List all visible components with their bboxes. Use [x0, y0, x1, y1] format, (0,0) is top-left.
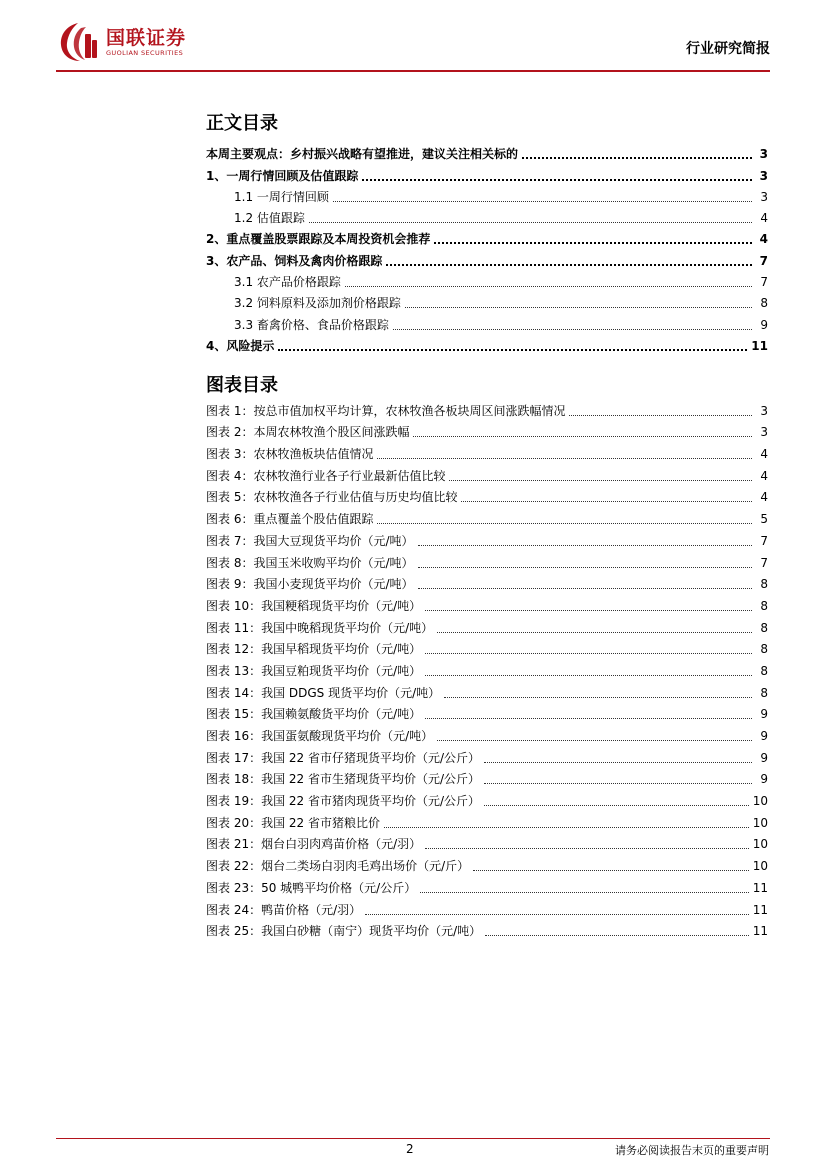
- dot-leader: [434, 241, 752, 244]
- figure-entry-text: 图表 15：我国赖氨酸货平均价（元/吨）: [206, 707, 422, 722]
- toc-entry[interactable]: [206, 205, 768, 226]
- figure-entry[interactable]: [206, 809, 768, 831]
- dot-leader: [309, 221, 752, 223]
- figure-entry-text: 图表 13：我国豆粕现货平均价（元/吨）: [206, 663, 422, 678]
- figure-entry[interactable]: [206, 505, 768, 527]
- figure-entry-page: 7: [760, 555, 768, 570]
- dot-leader: [420, 891, 749, 893]
- dot-leader: [444, 696, 752, 698]
- figure-entry[interactable]: [206, 744, 768, 766]
- toc-entry-text: 3.1 农产品价格跟踪: [234, 275, 341, 290]
- figure-entry[interactable]: [206, 592, 768, 614]
- figure-entry[interactable]: [206, 484, 768, 506]
- dot-leader: [278, 348, 747, 351]
- toc-entry-text: 3、农产品、饲料及禽肉价格跟踪: [206, 253, 383, 268]
- figure-entry[interactable]: [206, 397, 768, 419]
- figure-entry-text: 图表 8：我国玉米收购平均价（元/吨）: [206, 555, 414, 570]
- dot-leader: [333, 200, 752, 202]
- dot-leader: [569, 414, 752, 416]
- dot-leader: [418, 566, 753, 568]
- figure-entry-text: 图表 19：我国 22 省市猪肉现货平均价（元/公斤）: [206, 794, 481, 809]
- figure-entry[interactable]: [206, 440, 768, 462]
- toc-entry[interactable]: [206, 311, 768, 332]
- table-of-contents: [206, 141, 768, 354]
- figure-entry-page: 10: [752, 837, 768, 852]
- figure-entry-text: 图表 23：50 城鸭平均价格（元/公斤）: [206, 880, 417, 895]
- page-number: 2: [406, 1142, 414, 1156]
- dot-leader: [418, 544, 753, 546]
- figure-entry-page: 9: [760, 772, 768, 787]
- toc-entry-text: 2、重点覆盖股票跟踪及本周投资机会推荐: [206, 232, 431, 247]
- figure-entry[interactable]: [206, 722, 768, 744]
- figure-entry-text: 图表 2：本周农林牧渔个股区间涨跌幅: [206, 425, 410, 440]
- dot-leader: [386, 263, 752, 266]
- figure-entry-text: 图表 24：鸭苗价格（元/羽）: [206, 902, 362, 917]
- figure-entry-page: 3: [760, 403, 768, 418]
- figures-title: 图表目录: [206, 375, 278, 396]
- toc-entry-text: 本周主要观点：乡村振兴战略有望推进，建议关注相关标的: [206, 147, 519, 162]
- toc-entry-page: 3: [759, 168, 768, 183]
- figure-entry-page: 8: [760, 598, 768, 613]
- figure-entry-text: 图表 4：农林牧渔行业各子行业最新估值比较: [206, 468, 446, 483]
- figure-entry-text: 图表 6：重点覆盖个股估值跟踪: [206, 512, 374, 527]
- toc-entry[interactable]: [206, 162, 768, 183]
- figure-entry-text: 图表 21：烟台白羽肉鸡苗价格（元/羽）: [206, 837, 422, 852]
- figure-entry-text: 图表 20：我国 22 省市猪粮比价: [206, 815, 380, 830]
- figure-entry-page: 10: [752, 859, 768, 874]
- toc-entry[interactable]: [206, 184, 768, 205]
- dot-leader: [418, 587, 753, 589]
- figure-entry-text: 图表 18：我国 22 省市生猪现货平均价（元/公斤）: [206, 772, 481, 787]
- toc-entry-text: 1、一周行情回顾及估值跟踪: [206, 168, 359, 183]
- dot-leader: [425, 674, 752, 676]
- figure-entry-page: 11: [752, 880, 768, 895]
- toc-entry-page: 7: [760, 275, 768, 290]
- figure-entry[interactable]: [206, 527, 768, 549]
- figure-entry-text: 图表 3：农林牧渔板块估值情况: [206, 447, 374, 462]
- figure-entry-page: 10: [752, 794, 768, 809]
- figure-entry-page: 8: [760, 642, 768, 657]
- figure-entry[interactable]: [206, 766, 768, 788]
- guolian-logo-icon: [56, 20, 100, 64]
- figure-entry[interactable]: [206, 896, 768, 918]
- figure-entry-text: 图表 12：我国早稻现货平均价（元/吨）: [206, 642, 422, 657]
- figure-entry-text: 图表 9：我国小麦现货平均价（元/吨）: [206, 577, 414, 592]
- dot-leader: [473, 869, 749, 871]
- header-divider: [56, 70, 770, 72]
- figure-list: [206, 397, 768, 939]
- toc-entry[interactable]: [206, 226, 768, 247]
- toc-title: 正文目录: [206, 113, 278, 134]
- figure-entry-page: 5: [760, 512, 768, 527]
- dot-leader: [425, 609, 752, 611]
- figure-entry-page: 9: [760, 707, 768, 722]
- toc-entry-text: 3.2 饲料原料及添加剂价格跟踪: [234, 296, 401, 311]
- figure-entry-page: 7: [760, 533, 768, 548]
- dot-leader: [377, 522, 752, 524]
- dot-leader: [425, 652, 752, 654]
- dot-leader: [425, 717, 752, 719]
- figure-entry[interactable]: [206, 462, 768, 484]
- dot-leader: [437, 739, 752, 741]
- toc-entry[interactable]: [206, 269, 768, 290]
- figure-entry-text: 图表 10：我国粳稻现货平均价（元/吨）: [206, 598, 422, 613]
- page-header: [56, 20, 770, 70]
- footer-divider: [56, 1138, 770, 1139]
- toc-entry-text: 3.3 畜禽价格、食品价格跟踪: [234, 317, 389, 332]
- figure-entry[interactable]: [206, 549, 768, 571]
- figure-entry-page: 9: [760, 729, 768, 743]
- figure-entry[interactable]: [206, 852, 768, 874]
- dot-leader: [485, 934, 749, 936]
- figure-entry-page: 4: [760, 490, 768, 505]
- dot-leader: [413, 435, 752, 437]
- dot-leader: [384, 826, 749, 828]
- toc-entry[interactable]: [206, 141, 768, 162]
- toc-entry-page: 3: [760, 189, 768, 204]
- figure-entry[interactable]: [206, 679, 768, 701]
- toc-entry[interactable]: [206, 247, 768, 268]
- toc-entry[interactable]: [206, 333, 768, 354]
- figure-entry-text: 图表 16：我国蛋氨酸现货平均价（元/吨）: [206, 729, 434, 743]
- figure-entry[interactable]: [206, 918, 768, 940]
- figure-entry[interactable]: [206, 571, 768, 593]
- logo-chinese-name: 国联证券: [106, 27, 187, 49]
- toc-entry-page: 3: [759, 147, 768, 162]
- figure-entry-text: 图表 25：我国白砂糖（南宁）现货平均价（元/吨）: [206, 924, 482, 939]
- figure-entry-text: 图表 1：按总市值加权平均计算，农林牧渔各板块周区间涨跌幅情况: [206, 403, 566, 418]
- figure-entry[interactable]: [206, 831, 768, 853]
- figure-entry-page: 8: [760, 577, 768, 592]
- dot-leader: [425, 847, 749, 849]
- report-type-label: 行业研究简报: [686, 41, 770, 57]
- figure-entry[interactable]: [206, 874, 768, 896]
- dot-leader: [449, 479, 752, 481]
- logo-english-name: GUOLIAN SECURITIES: [106, 49, 184, 57]
- figure-entry[interactable]: [206, 636, 768, 658]
- figure-entry-text: 图表 17：我国 22 省市仔猪现货平均价（元/公斤）: [206, 750, 481, 765]
- dot-leader: [522, 156, 752, 159]
- dot-leader: [461, 500, 752, 502]
- figure-entry-page: 4: [760, 468, 768, 483]
- figure-entry[interactable]: [206, 614, 768, 636]
- figure-entry-text: 图表 11：我国中晚稻现货平均价（元/吨）: [206, 620, 434, 635]
- figure-entry-page: 8: [760, 685, 768, 700]
- dot-leader: [365, 913, 749, 915]
- dot-leader: [393, 328, 752, 330]
- dot-leader: [345, 285, 752, 287]
- figure-entry-page: 9: [760, 750, 768, 765]
- figure-entry[interactable]: [206, 787, 768, 809]
- toc-entry-page: 4: [759, 232, 768, 247]
- toc-entry[interactable]: [206, 290, 768, 311]
- footer-disclaimer: 请务必阅读报告末页的重要声明: [615, 1144, 769, 1157]
- figure-entry-text: 图表 5：农林牧渔各子行业估值与历史均值比较: [206, 490, 458, 505]
- figure-entry-page: 8: [760, 620, 768, 635]
- toc-entry-page: 4: [760, 211, 768, 226]
- figure-entry-page: 11: [752, 924, 768, 939]
- figure-entry-page: 4: [760, 447, 768, 462]
- figure-entry-text: 图表 14：我国 DDGS 现货平均价（元/吨）: [206, 685, 441, 700]
- dot-leader: [484, 804, 749, 806]
- dot-leader: [362, 178, 752, 181]
- figure-entry-page: 10: [752, 815, 768, 830]
- dot-leader: [484, 782, 752, 784]
- toc-entry-text: 4、风险提示: [206, 338, 275, 353]
- toc-entry-text: 1.2 估值跟踪: [234, 211, 305, 226]
- figure-entry[interactable]: [206, 657, 768, 679]
- toc-entry-text: 1.1 一周行情回顾: [234, 189, 329, 204]
- figure-entry[interactable]: [206, 701, 768, 723]
- toc-entry-page: 9: [760, 317, 768, 332]
- dot-leader: [377, 457, 752, 459]
- dot-leader: [437, 631, 752, 633]
- figure-entry-page: 8: [760, 663, 768, 678]
- dot-leader: [484, 761, 752, 763]
- figure-entry-text: 图表 7：我国大豆现货平均价（元/吨）: [206, 533, 414, 548]
- toc-entry-page: 7: [759, 253, 768, 268]
- dot-leader: [405, 306, 752, 308]
- figure-entry-page: 11: [752, 902, 768, 917]
- figure-entry-text: 图表 22：烟台二类场白羽肉毛鸡出场价（元/斤）: [206, 859, 470, 874]
- toc-entry-page: 11: [751, 338, 768, 353]
- company-logo: [56, 20, 186, 64]
- toc-entry-page: 8: [760, 296, 768, 311]
- figure-entry[interactable]: [206, 419, 768, 441]
- figure-entry-page: 3: [760, 425, 768, 440]
